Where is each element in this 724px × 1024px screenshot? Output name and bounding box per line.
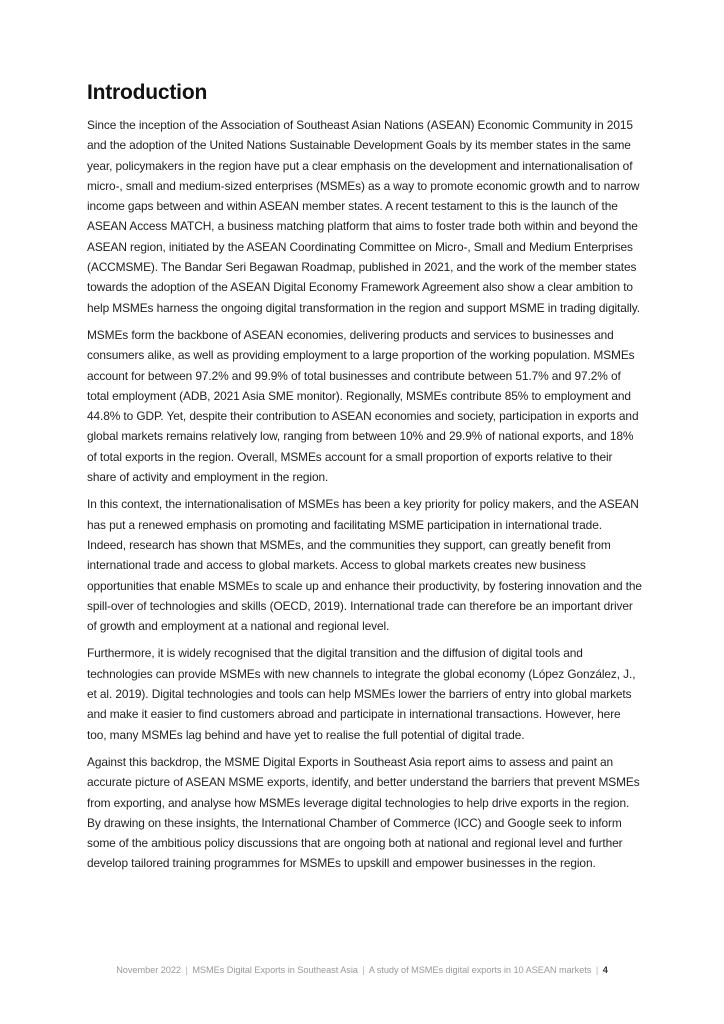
footer-report-subtitle: A study of MSMEs digital exports in 10 ASEAN markets — [368, 965, 592, 975]
page-footer — [0, 963, 724, 977]
main-content — [87, 80, 642, 881]
paragraph-2: MSMEs form the backbone of ASEAN economies, delivering products and services to businesses and consumers alike, as well as providing employment to a large proportion of the working population. MSMEs account for between 97.2% and 99.9% of total businesses and contribute between 51.7% and 97.2% of total employment (ADB, 2021 Asia SME monitor). Regionally, MSMEs contribute 85% to employment and 44.8% to GDP. Yet, despite their contribution to ASEAN economies and society, participation in exports and global markets remains relatively low, ranging from between 10% and 29.9% of national exports, and 18% of total exports in the region. Overall, MSMEs account for a small proportion of exports relative to their share of activity and employment in the region. — [87, 327, 639, 485]
page-number: 4 — [602, 965, 608, 975]
section-heading: Introduction — [87, 81, 208, 104]
paragraph-4: Furthermore, it is widely recognised that the digital transition and the diffusion of digital tools and technologies can provide MSMEs with new channels to integrate the global economy (López González, J., et al. 2019). Digital technologies and tools can help MSMEs lower the barriers of entry into global markets and make it easier to find customers abroad and participate in international transactions. However, here too, many MSMEs lag behind and have yet to realise the full potential of digital trade. — [87, 646, 636, 742]
paragraph-5: Against this backdrop, the MSME Digital Exports in Southeast Asia report aims to assess and paint an accurate picture of ASEAN MSME exports, identify, and better understand the barriers that prevent MSMEs from exporting, and analyse how MSMEs leverage digital technologies to help drive exports in the region. By drawing on these insights, the International Chamber of Commerce (ICC) and Google seek to inform some of the ambitious policy discussions that are ongoing both at national and regional level and further develop tailored training programmes for MSMEs to upskill and empower businesses in the region. — [87, 754, 640, 871]
footer-report-title: MSMEs Digital Exports in Southeast Asia — [192, 965, 358, 975]
footer-separator-1: | — [185, 965, 188, 975]
paragraph-3: In this context, the internationalisation of MSMEs has been a key priority for policy makers, and the ASEAN has put a renewed emphasis on promoting and facilitating MSME participation in international trade. Indeed, research has shown that MSMEs, and the communities they support, can greatly benefit from international trade and access to global markets. Access to global markets creates new business opportunities that enable MSMEs to scale up and enhance their productivity, by fostering innovation and the spill-over of technologies and skills (OECD, 2019). International trade can therefore be an important driver of growth and employment at a national and regional level. — [87, 497, 642, 634]
paragraph-1: Since the inception of the Association of Southeast Asian Nations (ASEAN) Economic Community in 2015 and the adoption of the United Nations Sustainable Development Goals by its member states in the same year, policymakers in the region have put a clear emphasis on the development and internationalisation of micro-, small and medium-sized enterprises (MSMEs) as a way to promote economic growth and to narrow income gaps between and within ASEAN member states. A recent testament to this is the launch of the ASEAN Access MATCH, a business matching platform that aims to foster trade both within and beyond the ASEAN region, initiated by the ASEAN Coordinating Committee on Micro-, Small and Medium Enterprises (ACCMSME). The Bandar Seri Begawan Roadmap, published in 2021, and the work of the member states towards the adoption of the ASEAN Digital Economy Framework Agreement also show a clear ambition to help MSMEs harness the ongoing digital transformation in the region and support MSME in trading digitally. — [87, 118, 640, 315]
footer-date: November 2022 — [116, 965, 181, 975]
footer-separator-3: | — [595, 965, 599, 975]
footer-separator-2: | — [362, 965, 365, 975]
